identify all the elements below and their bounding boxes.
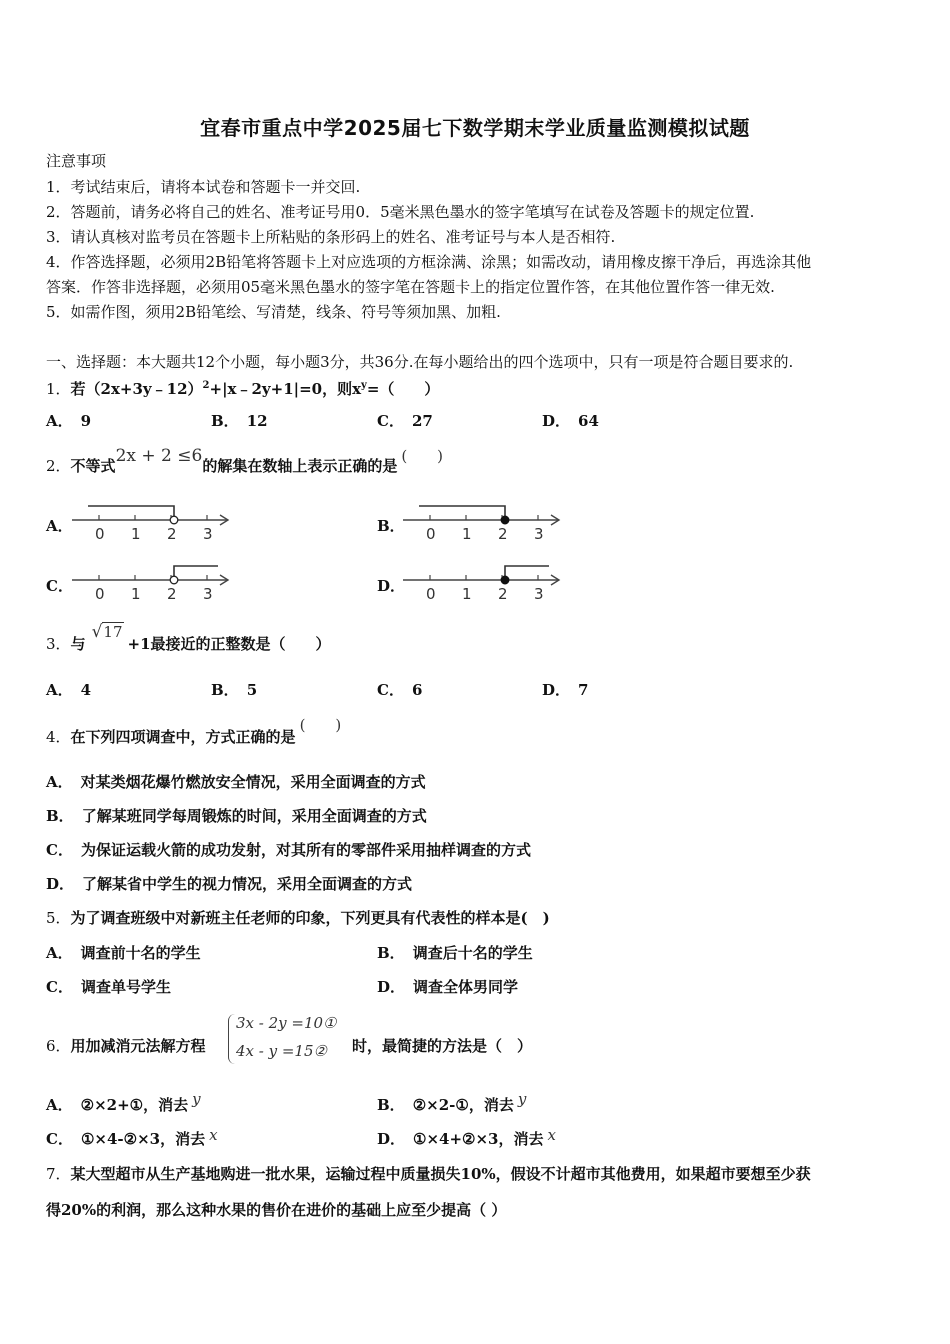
tick-label: 2 — [167, 585, 177, 603]
question-text: =（ ） — [366, 380, 440, 398]
option-text: 5 — [246, 681, 258, 699]
left-brace-icon — [228, 1014, 235, 1064]
question-text: 用加减消元法解方程 — [70, 1037, 206, 1055]
variable: x — [547, 1126, 556, 1144]
tick-label: 3 — [203, 585, 213, 603]
option-label: D． — [46, 875, 75, 893]
page-title: 宜春市重点中学2025届七下数学期末学业质量监测模拟试题 — [200, 116, 750, 140]
option-text: 了解某省中学生的视力情况，采用全面调查的方式 — [82, 875, 413, 893]
question-7 — [46, 1164, 811, 1184]
option-c[interactable] — [46, 1126, 218, 1149]
notice-item: 4．作答选择题，必须用2B铅笔将答题卡上对应选项的方框涂满、涂黑；如需改动，请用橡皮擦干净后，再选涂其他 — [46, 253, 812, 271]
option-label: D． — [542, 681, 571, 699]
option-label[interactable]: A． — [46, 517, 73, 535]
question-5 — [46, 908, 550, 928]
inequality-expression: 2x + 2 ≤6 — [115, 446, 203, 466]
number-line-c[interactable] — [70, 560, 235, 605]
option-label[interactable]: C． — [46, 577, 73, 595]
number-line-b[interactable] — [401, 500, 566, 545]
option-c[interactable] — [46, 840, 531, 860]
tick-label: 3 — [534, 525, 544, 543]
option-a[interactable] — [46, 772, 426, 792]
option-text: 9 — [80, 412, 92, 430]
option-label: B． — [211, 681, 239, 699]
option-b[interactable] — [211, 411, 268, 431]
option-c[interactable] — [377, 411, 433, 431]
option-label: A． — [46, 412, 73, 430]
tick-label: 3 — [203, 525, 213, 543]
option-a[interactable] — [46, 680, 91, 700]
tick-label: 1 — [462, 585, 472, 603]
option-text: 4 — [80, 681, 92, 699]
radical-sign-icon: √ — [91, 622, 103, 642]
number-line-a[interactable] — [70, 500, 235, 545]
question-number: 7． — [46, 1165, 71, 1183]
question-text: 时，最简捷的方法是（ ） — [352, 1037, 533, 1055]
question-7-line2 — [46, 1200, 506, 1220]
option-d[interactable] — [377, 1126, 556, 1149]
option-label: B． — [46, 807, 74, 825]
question-text: 在下列四项调查中，方式正确的是 — [70, 728, 296, 746]
notice-item: 1．考试结束后，请将本试卷和答题卡一并交回. — [46, 178, 361, 196]
question-3 — [46, 622, 331, 654]
option-label: A． — [46, 773, 73, 791]
tick-label: 1 — [131, 525, 141, 543]
option-text: ①×4-②×3，消去 — [80, 1130, 206, 1148]
question-4 — [46, 716, 342, 747]
option-text: 为保证运载火箭的成功发射，对其所有的零部件采用抽样调查的方式 — [80, 841, 531, 859]
question-number: 1． — [46, 380, 71, 398]
option-c[interactable] — [377, 680, 422, 700]
option-d[interactable] — [542, 680, 588, 700]
option-b[interactable] — [46, 806, 427, 826]
option-b[interactable] — [377, 1090, 527, 1115]
notice-item: 答案．作答非选择题，必须用05毫米黑色墨水的签字笔在答题卡上的指定位置作答，在其他位置作答一律无效. — [46, 278, 775, 296]
option-text: ①×4+②×3，消去 — [413, 1130, 544, 1148]
option-label: B． — [211, 412, 239, 430]
option-label: D． — [377, 1130, 406, 1148]
tick-label: 3 — [534, 585, 544, 603]
tick-label: 1 — [462, 525, 472, 543]
option-text: 6 — [411, 681, 423, 699]
tick-label: 2 — [498, 585, 508, 603]
option-d[interactable] — [542, 411, 599, 431]
tick-label: 0 — [95, 525, 105, 543]
option-label: C． — [46, 841, 73, 859]
option-text: 7 — [578, 681, 589, 699]
variable: y — [192, 1090, 201, 1108]
option-text: 调查后十名的学生 — [412, 944, 533, 962]
question-1 — [46, 376, 439, 399]
notice-item: 3．请认真核对监考员在答题卡上所粘贴的条形码上的姓名、准考证号与本人是否相符. — [46, 228, 616, 246]
option-label: C． — [46, 1130, 73, 1148]
question-number: 2． — [46, 457, 71, 475]
option-b[interactable] — [211, 680, 257, 700]
tick-label: 0 — [95, 585, 105, 603]
option-label[interactable]: D． — [377, 577, 406, 595]
variable: y — [517, 1090, 527, 1108]
equation-1: 3x - 2y =10① — [236, 1014, 337, 1032]
option-text: 调查前十名的学生 — [80, 944, 201, 962]
option-text: 12 — [246, 412, 268, 430]
option-d[interactable] — [46, 874, 412, 894]
question-text: 不等式 — [70, 457, 116, 475]
question-text: 为了调查班级中对新班主任老师的印象，下列更具有代表性的样本是( ) — [70, 909, 550, 927]
question-2 — [46, 446, 444, 476]
option-label: B． — [377, 944, 405, 962]
option-a[interactable] — [46, 943, 201, 963]
exponent: y — [361, 380, 367, 391]
notice-heading: 注意事项 — [46, 152, 107, 170]
variable: x — [209, 1126, 218, 1144]
question-6-suffix — [352, 1036, 532, 1056]
option-text: 27 — [411, 412, 433, 430]
option-text: 调查全体男同学 — [413, 978, 519, 996]
notice-item: 5．如需作图，须用2B铅笔绘、写清楚，线条、符号等须加黑、加粗. — [46, 303, 501, 321]
option-text: ②×2+①，消去 — [80, 1096, 189, 1114]
exponent: 2 — [202, 380, 210, 391]
question-text: +1最接近的正整数是（ ） — [127, 635, 331, 653]
tick-label: 0 — [426, 585, 436, 603]
question-number: 5． — [46, 909, 71, 927]
option-label: C． — [46, 978, 73, 996]
option-label: C． — [377, 681, 404, 699]
option-text: 64 — [578, 412, 599, 430]
question-number: 3． — [46, 635, 71, 653]
question-text: 得20%的利润，那么这种水果的售价在进价的基础上应至少提高（ ） — [46, 1201, 507, 1219]
option-label: C． — [377, 412, 404, 430]
question-text: +|x﹣2y+1|=0，则x — [209, 380, 362, 398]
notice-item: 2．答题前，请务必将自己的姓名、准考证号用0．5毫米黑色墨水的签字笔填写在试卷及答题卡的规定位置. — [46, 203, 755, 221]
equation-2: 4x - y =15② — [236, 1042, 327, 1060]
option-label: A． — [46, 1096, 73, 1114]
tick-label: 1 — [131, 585, 141, 603]
option-label: B． — [377, 1096, 405, 1114]
option-text: 了解某班同学每周锻炼的时间，采用全面调查的方式 — [81, 807, 427, 825]
question-number: 6． — [46, 1037, 71, 1055]
radicand: 17 — [103, 623, 123, 641]
option-c[interactable] — [46, 977, 171, 997]
option-label: A． — [46, 681, 73, 699]
question-text: 与 — [70, 635, 86, 653]
question-6-prefix — [46, 1036, 206, 1056]
option-a[interactable] — [46, 411, 91, 431]
equation-system — [228, 1012, 348, 1068]
option-label[interactable]: B． — [377, 517, 405, 535]
option-label: A． — [46, 944, 73, 962]
sqrt-expression — [92, 622, 124, 642]
option-a[interactable] — [46, 1090, 201, 1115]
tick-label: 2 — [167, 525, 177, 543]
tick-label: 2 — [498, 525, 508, 543]
option-text: 对某类烟花爆竹燃放安全情况，采用全面调查的方式 — [80, 773, 426, 791]
option-label: D． — [377, 978, 406, 996]
option-text: ②×2-①，消去 — [412, 1096, 514, 1114]
question-text: 的解集在数轴上表示正确的是 — [202, 457, 398, 475]
answer-paren: ( ) — [299, 716, 342, 734]
question-text: 若（2x+3y﹣12） — [70, 380, 203, 398]
number-line-d[interactable] — [401, 560, 566, 605]
option-b[interactable] — [377, 943, 533, 963]
answer-paren: ( ) — [401, 447, 444, 465]
question-text: 某大型超市从生产基地购进一批水果，运输过程中质量损失10%，假设不计超市其他费用，如果超市要想至少获 — [70, 1165, 811, 1183]
section-heading: 一、选择题：本大题共12个小题，每小题3分，共36分.在每小题给出的四个选项中，只有一项是符合题目要求的. — [46, 353, 794, 371]
option-d[interactable] — [377, 977, 518, 997]
tick-label: 0 — [426, 525, 436, 543]
option-label: D． — [542, 412, 571, 430]
option-text: 调查单号学生 — [80, 978, 171, 996]
question-number: 4． — [46, 728, 71, 746]
